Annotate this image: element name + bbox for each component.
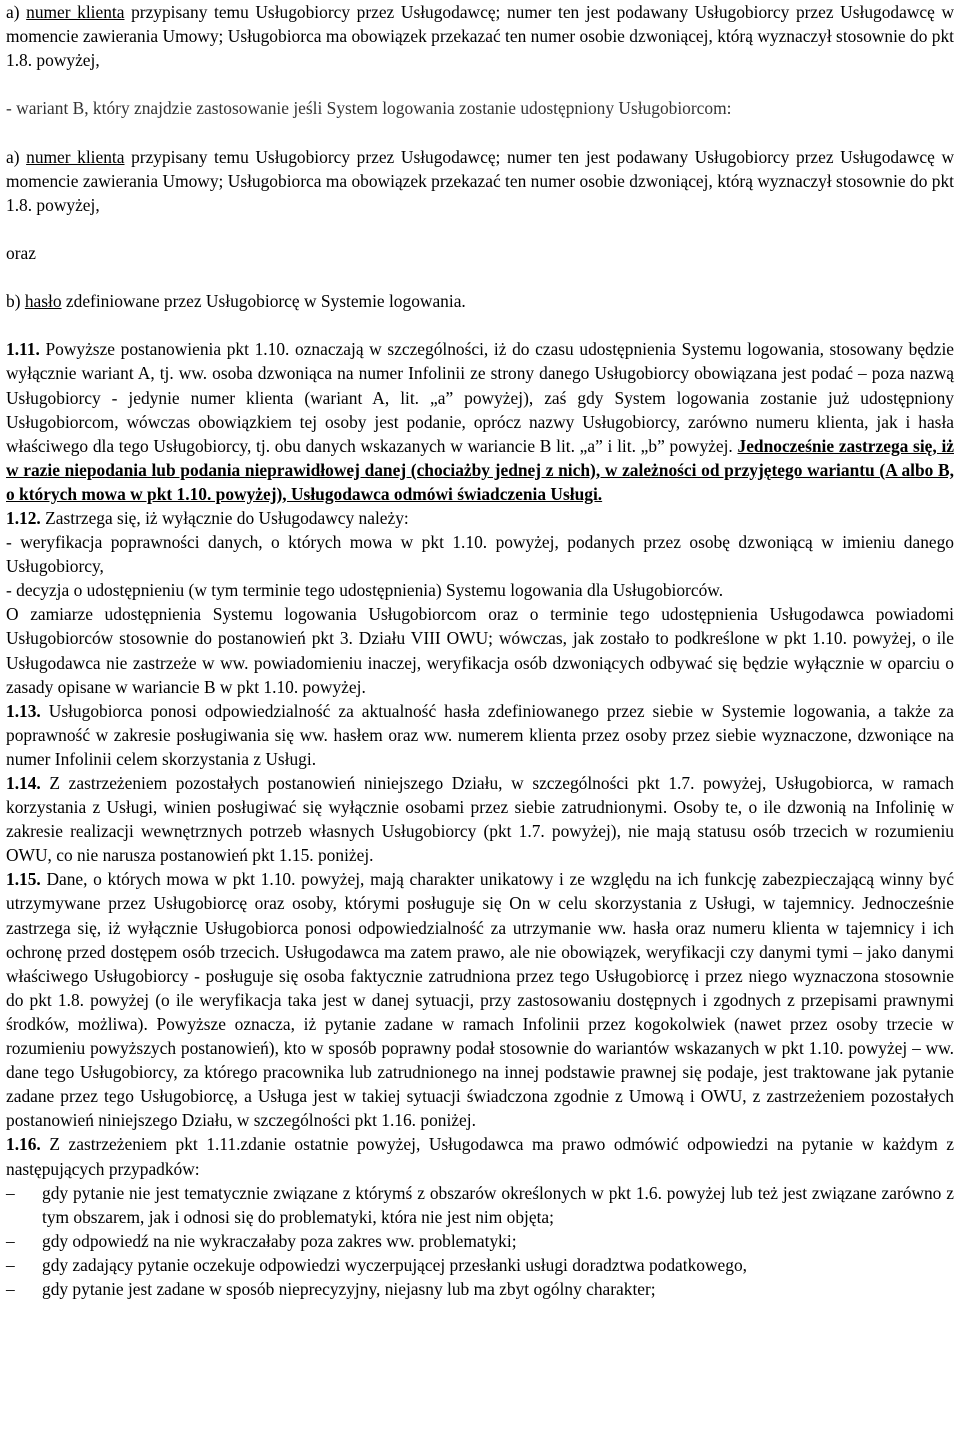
dash-bullet: – — [6, 1254, 15, 1275]
term-password: hasło — [24, 291, 62, 312]
list-marker: b) — [6, 291, 25, 312]
section-number: 1.14. — [6, 773, 41, 793]
section-number: 1.12. — [6, 507, 41, 528]
conjunction-oraz: oraz — [6, 242, 36, 263]
section-1-12 — [6, 506, 954, 530]
section-1-13 — [6, 699, 954, 771]
paragraph-variant-b-client-number — [6, 145, 954, 217]
section-1-12-paragraph: O zamiarze udostępnienia Systemu logowania Usługobiorcom oraz o terminie tego udostępnienia Usługodawca powiadomi Usługobiorców stosownie do postanowień pkt 3. Działu VIII OWU; wówczas, jak zostało to podkreślone w pkt 1.10. powyżej, o ile Usługodawca nie zastrzeże w ww. powiadomieniu inaczej, weryfikacja osób dzwoniących odbywać się będzie wyłącznie w oparciu o zasady opisane w wariancie B w pkt 1.10. powyżej. — [6, 604, 954, 697]
section-text: Z zastrzeżeniem pozostałych postanowień niniejszego Działu, w szczególności pkt 1.7. powyżej, Usługobiorca, w ramach korzystania z Usługi, winien posługiwać się wyłącznie osobami przez siebie zatrudnionymi. Osoby te, o ile dzwonią na Infolinię w zakresie realizacji wewnętrznych potrzeb własnych Usługobiorcy (pkt 1.7. powyżej), nie mają statusu osób trzecich w rozumieniu OWU, co nie narusza postanowień pkt 1.15. poniżej. — [6, 773, 954, 866]
section-1-12-line-2: - decyzja o udostępnieniu (w tym terminie tego udostępnienia) Systemu logowania dla Usługobiorców. — [6, 580, 724, 601]
variant-b-heading: - wariant B, który znajdzie zastosowanie jeśli System logowania zostanie udostępniony Usługobiorcom: — [6, 98, 732, 119]
section-text: Zastrzega się, iż wyłącznie do Usługodawcy należy: — [40, 507, 409, 528]
list-item — [6, 1181, 954, 1229]
section-bold-reservation: Jednocześnie zastrzega się, iż w razie niepodania lub podania nieprawidłowej danej (chociażby jednej z nich), w zależności od przyjętego wariantu (A albo B, o których mowa w pkt 1.10. powyżej), Usługodawca odmówi świadczenia Usługi. — [6, 435, 954, 504]
term-client-number: numer klienta — [26, 146, 125, 167]
list-item — [6, 1229, 954, 1253]
section-number: 1.11. — [6, 339, 40, 360]
dash-bullet: – — [6, 1230, 15, 1251]
section-number: 1.16. — [6, 1134, 41, 1155]
dash-bullet: – — [6, 1182, 15, 1203]
list-item-text: gdy pytanie nie jest tematycznie związane z którymś z obszarów określonych w pkt 1.6. powyżej lub też jest związane zarówno z tym obszarem, jak i odnosi się do problematyki, która nie jest nim objęta; — [42, 1182, 954, 1227]
paragraph-text: zdefiniowane przez Usługobiorcę w Systemie logowania. — [61, 291, 466, 312]
section-text: Powyższe postanowienia pkt 1.10. oznaczają w szczególności, iż do czasu udostępnienia Systemu logowania, stosowany będzie wyłącznie wariant A, tj. ww. osoba dzwoniąca na numer Infolinii ze strony danego Usługobiorcy obowiązana jest podać – poza nazwą Usługobiorcy - jedynie numer klienta (wariant A, lit. „a” powyżej), zaś gdy System logowania zostanie już udostępniony Usługobiorcom, wówczas obowiązkiem tej osoby jest podanie, oprócz nazwy Usługobiorcy, zarówno numeru klienta, jak i hasła właściwego dla tego Usługobiorcy, tj. obu danych wskazanych w wariancie B lit. „a” i lit. „b” powyżej. — [6, 339, 954, 456]
term-client-number: numer klienta — [26, 2, 125, 22]
list-marker: a) — [6, 146, 27, 167]
paragraph-variant-b-password — [6, 289, 954, 313]
section-number: 1.15. — [6, 869, 41, 890]
list-marker: a) — [6, 2, 27, 22]
list-item-text: gdy pytanie jest zadane w sposób nieprecyzyjny, niejasny lub ma zbyt ogólny charakter; — [42, 1278, 656, 1299]
section-1-11 — [6, 337, 954, 506]
paragraph-text: przypisany temu Usługobiorcy przez Usługodawcę; numer ten jest podawany Usługobiorcy przez Usługodawcę w momencie zawierania Umowy; Usługobiorca ma obowiązek przekazać ten numer osobie dzwoniącej, którą wyznaczył stosownie do pkt 1.8. powyżej, — [6, 146, 954, 215]
refusal-cases-list — [6, 1181, 954, 1301]
section-text: Usługobiorca ponosi odpowiedzialność za aktualność hasła zdefiniowanego przez siebie w Systemie logowania, a także za poprawność w zakresie posługiwania się ww. hasłem oraz ww. numerem klienta przez osoby przez siebie wyznaczone, dzwoniące na numer Infolinii celem skorzystania z Usługi. — [6, 700, 954, 769]
list-item — [6, 1277, 954, 1301]
section-1-14 — [6, 771, 954, 867]
section-1-12-line-1: - weryfikacja poprawności danych, o których mowa w pkt 1.10. powyżej, podanych przez osobę dzwoniącą w imieniu danego Usługobiorcy, — [6, 532, 954, 577]
list-item-text: gdy zadający pytanie oczekuje odpowiedzi wyczerpującej przesłanki usługi doradztwa podatkowego, — [42, 1254, 748, 1275]
section-1-15 — [6, 867, 954, 1132]
section-1-16 — [6, 1132, 954, 1180]
paragraph-variant-a-client-number — [6, 0, 954, 72]
section-text: Dane, o których mowa w pkt 1.10. powyżej, mają charakter unikatowy i ze względu na ich funkcję zabezpieczającą winny być utrzymywane przez Usługobiorcę oraz osoby, którymi posługuje się On w celu skorzystania z Usługi, w tajemnicy. Jednocześnie zastrzega się, iż wyłącznie Usługobiorca ponosi odpowiedzialność za utrzymanie ww. hasła oraz numeru klienta w tajemnicy i ich ochronę przed dostępem osób trzecich. Usługodawca ma zatem prawo, ale nie obowiązek, weryfikacji czy danymi tymi – jako danymi właściwego Usługobiorcy - posługuje się osoba faktycznie zatrudniona przez tego Usługobiorcę i przez niego wyznaczona stosownie do pkt 1.8. powyżej (o ile weryfikacja taka jest w danej sytuacji, przy zastosowaniu dostępnych i zgodnych z przepisami prawnymi środków, możliwa). Powyższe oznacza, iż pytanie zadane w ramach Infolinii przez kogokolwiek (nawet przez osoby trzecie w rozumieniu powyższych postanowień), kto w sposób poprawny podał stosownie do wariantów wskazanych w pkt 1.10. powyżej – ww. dane tego Usługobiorcy, za którego pracownika lub zatrudnionego na innej podstawie prawnej się podaje, jest traktowane jak pytanie zadane przez tego Usługobiorcę, a Usługa jest w takiej sytuacji świadczona zgodnie z Umową i OWU, z zastrzeżeniem pozostałych postanowień niniejszego Działu, w szczególności pkt 1.16. poniżej. — [6, 869, 954, 1131]
list-item — [6, 1253, 954, 1277]
list-item-text: gdy odpowiedź na nie wykraczałaby poza zakres ww. problematyki; — [42, 1230, 517, 1251]
dash-bullet: – — [6, 1278, 15, 1299]
paragraph-text: przypisany temu Usługobiorcy przez Usługodawcę; numer ten jest podawany Usługobiorcy przez Usługodawcę w momencie zawierania Umowy; Usługobiorca ma obowiązek przekazać ten numer osobie dzwoniącej, którą wyznaczył stosownie do pkt 1.8. powyżej, — [6, 2, 954, 71]
section-number: 1.13. — [6, 700, 41, 721]
section-text: Z zastrzeżeniem pkt 1.11.zdanie ostatnie powyżej, Usługodawca ma prawo odmówić odpowiedzi na pytanie w każdym z następujących przypadków: — [6, 1134, 954, 1179]
